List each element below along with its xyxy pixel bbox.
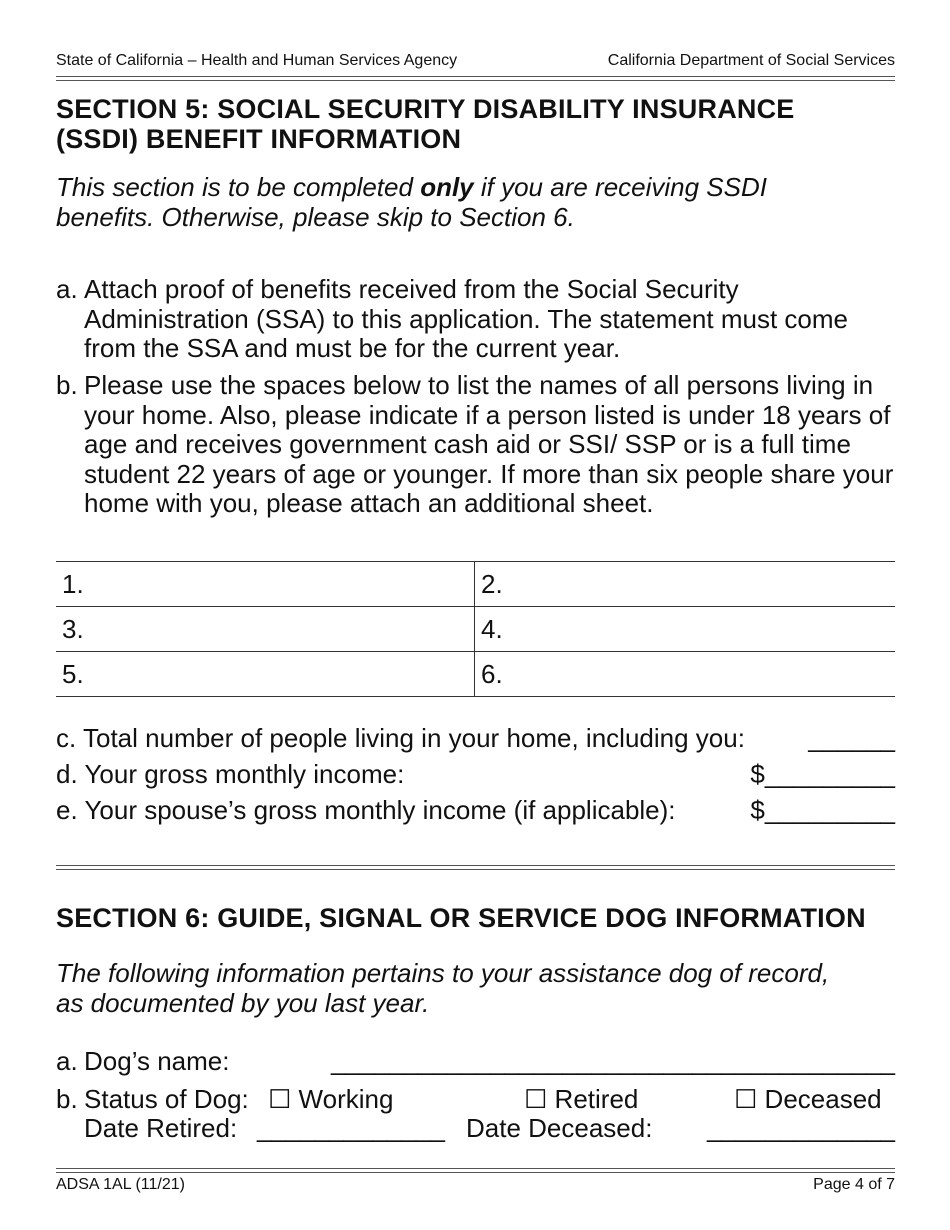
form-id: ADSA 1AL (11/21): [56, 1176, 185, 1193]
header-divider: [56, 76, 895, 81]
footer-divider: [56, 1168, 895, 1173]
item-b-text: Please use the spaces below to list the names of all persons living in your home. Also, please indicate if a person listed is under 18 years of age and receives government cash aid or SSI/ SSP or is a full time student 22 years of age or younger. If more than six people share your home with you, please attach an additional sheet.: [84, 370, 894, 518]
section5-title: [56, 94, 795, 154]
working-checkbox-icon[interactable]: ☐: [268, 1084, 292, 1114]
table-row: [56, 607, 895, 652]
section6-intro-line2: as documented by you last year.: [56, 988, 430, 1018]
item-b-label: b.: [56, 370, 78, 400]
dog-name-row: [56, 1046, 895, 1076]
person-cell-1[interactable]: 1.: [56, 562, 475, 607]
dog-name-field[interactable]: _______________________________________: [331, 1046, 895, 1076]
retired-checkbox-icon[interactable]: ☐: [524, 1084, 548, 1114]
dog-status-label: Status of Dog:: [84, 1084, 249, 1114]
dog-name-label: Dog’s name:: [84, 1046, 230, 1076]
section5-item-a: [56, 275, 856, 364]
item-a6-label: a.: [56, 1046, 78, 1076]
item-b6-label: b.: [56, 1084, 78, 1114]
household-count-field[interactable]: ______: [808, 723, 895, 753]
date-deceased-label: Date Deceased:: [466, 1113, 653, 1143]
date-deceased-field[interactable]: _____________: [707, 1113, 895, 1143]
section5-title-line2: (SSDI) BENEFIT INFORMATION: [56, 124, 462, 154]
person-cell-4[interactable]: 4.: [475, 607, 896, 652]
deceased-option[interactable]: [734, 1084, 882, 1114]
section6-intro: [56, 958, 829, 1018]
section5-intro-bold: only: [420, 172, 474, 202]
person-cell-6[interactable]: 6.: [475, 652, 896, 697]
page-number: Page 4 of 7: [813, 1176, 895, 1193]
person-cell-2[interactable]: 2.: [475, 562, 896, 607]
item-e-row: [56, 795, 895, 825]
section5-title-line1: SECTION 5: SOCIAL SECURITY DISABILITY INSURANCE: [56, 94, 795, 124]
item-e-text: e. Your spouse’s gross monthly income (if applicable):: [56, 795, 676, 825]
section5-intro-pre: This section is to be completed: [56, 172, 421, 202]
dog-status-row: [56, 1084, 895, 1114]
retired-option[interactable]: [524, 1084, 638, 1114]
item-d-row: [56, 759, 895, 789]
retired-label: Retired: [554, 1084, 639, 1114]
table-row: [56, 652, 895, 697]
item-a-text: Attach proof of benefits received from the Social Security Administration (SSA) to this application. The statement must come from the SSA and must be for the current year.: [84, 274, 848, 363]
deceased-label: Deceased: [764, 1084, 882, 1114]
section6-intro-line1: The following information pertains to your assistance dog of record,: [56, 958, 830, 988]
item-d-text: d. Your gross monthly income:: [56, 759, 405, 789]
person-cell-5[interactable]: 5.: [56, 652, 475, 697]
section6-title: SECTION 6: GUIDE, SIGNAL OR SERVICE DOG INFORMATION: [56, 903, 866, 933]
item-c-text: c. Total number of people living in your home, including you:: [56, 723, 745, 753]
working-label: Working: [298, 1084, 394, 1114]
item-c-row: [56, 723, 895, 753]
header-department: California Department of Social Services: [607, 52, 895, 69]
date-retired-field[interactable]: _____________: [257, 1113, 445, 1143]
section-divider: [56, 865, 895, 870]
deceased-checkbox-icon[interactable]: ☐: [734, 1084, 758, 1114]
section5-intro-line2: benefits. Otherwise, please skip to Section 6.: [56, 202, 575, 232]
item-a-label: a.: [56, 274, 78, 304]
household-members-table: [56, 561, 895, 697]
section5-intro: [56, 172, 767, 232]
header-agency: State of California – Health and Human Services Agency: [56, 52, 458, 69]
section5-intro-post: if you are receiving SSDI: [473, 172, 767, 202]
spouse-income-field[interactable]: $_________: [750, 795, 895, 825]
date-retired-label: Date Retired:: [84, 1113, 238, 1143]
table-row: [56, 562, 895, 607]
person-cell-3[interactable]: 3.: [56, 607, 475, 652]
gross-income-field[interactable]: $_________: [750, 759, 895, 789]
working-option[interactable]: [268, 1084, 393, 1114]
section5-item-b: [56, 371, 895, 519]
